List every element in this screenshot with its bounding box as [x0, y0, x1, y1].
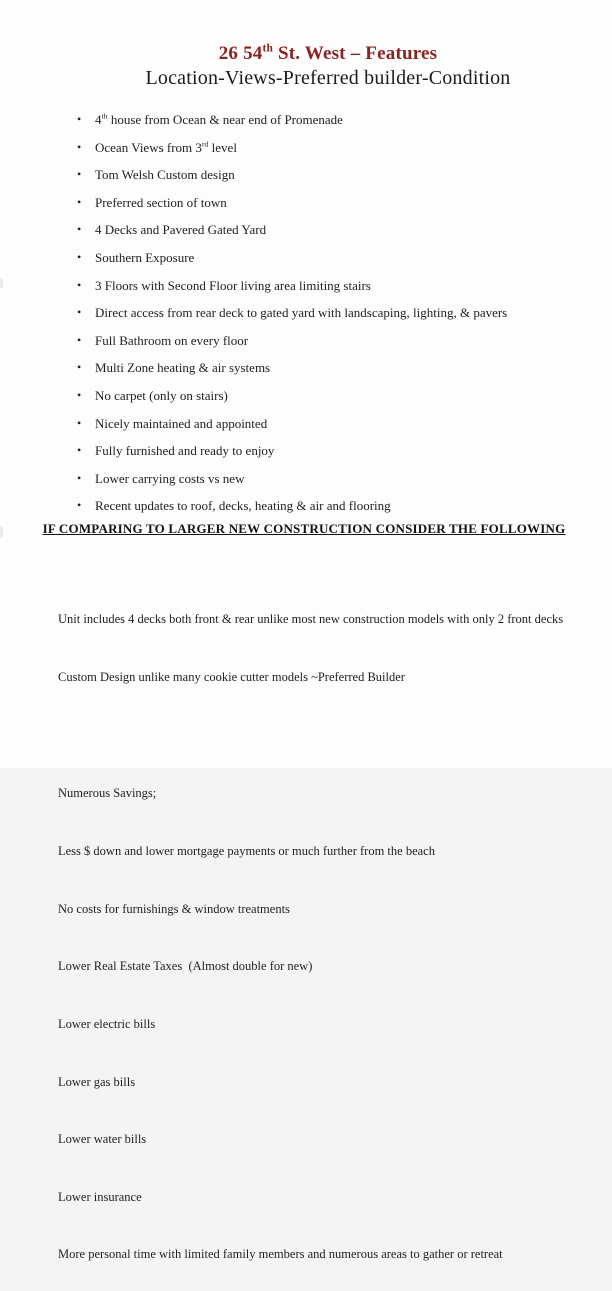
feature-item	[58, 443, 612, 458]
feature-text: Direct access from rear deck to gated yard with landscaping, lighting, & pavers	[95, 305, 508, 321]
text-line: No costs for furnishings & window treatments	[58, 901, 290, 916]
text-line: Numerous Savings;	[58, 786, 157, 801]
feature-item	[58, 360, 612, 375]
feature-item	[58, 195, 612, 210]
feature-item	[58, 140, 612, 155]
feature-text: 3 Floors with Second Floor living area limiting stairs	[95, 277, 371, 293]
feature-text: Tom Welsh Custom design	[95, 167, 235, 183]
text-line: Unit includes 4 decks both front & rear unlike most new construction models with only 2 front decks	[58, 612, 564, 627]
feature-text: Southern Exposure	[95, 249, 195, 265]
feature-item	[58, 250, 612, 265]
feature-item	[58, 333, 612, 348]
feature-item	[58, 498, 612, 513]
comparison-heading: IF COMPARING TO LARGER NEW CONSTRUCTION CONSIDER THE FOLLOWING	[42, 521, 566, 537]
document-header	[0, 0, 612, 91]
feature-text: Recent updates to roof, decks, heating & air and flooring	[95, 498, 391, 514]
scan-artifact	[0, 278, 3, 288]
feature-text: Preferred section of town	[95, 194, 227, 210]
text-line: Custom Design unlike many cookie cutter models ~Preferred Builder	[58, 670, 405, 685]
title-text: St. West – Features	[273, 43, 438, 64]
feature-text: Full Bathroom on every floor	[95, 332, 249, 348]
feature-text: Nicely maintained and appointed	[95, 415, 268, 431]
text-line: Lower Real Estate Taxes (Almost double for new)	[58, 959, 313, 974]
text-line: More personal time with limited family members and numerous areas to gather or retreat	[58, 1247, 503, 1262]
feature-text: Fully furnished and ready to enjoy	[95, 443, 275, 459]
text-line: Lower gas bills	[58, 1074, 136, 1089]
feature-text: house from Ocean & near end of Promenade	[107, 112, 343, 127]
text-line: Less $ down and lower mortgage payments or much further from the beach	[58, 844, 435, 859]
feature-item	[58, 305, 612, 320]
feature-item	[58, 278, 612, 293]
page-subtitle: Location-Views-Preferred builder-Condition	[145, 67, 511, 89]
title-text: 26 54	[218, 43, 263, 64]
feature-item	[58, 167, 612, 182]
feature-item	[58, 471, 612, 486]
savings-paragraph	[58, 729, 612, 1291]
scan-artifact	[0, 526, 3, 538]
text-line: Lower electric bills	[58, 1016, 156, 1031]
feature-text: Lower carrying costs vs new	[95, 470, 245, 486]
feature-item	[58, 416, 612, 431]
feature-text: Multi Zone heating & air systems	[95, 360, 271, 376]
title-superscript: th	[262, 42, 273, 55]
feature-text: 4	[95, 112, 102, 127]
feature-text: Ocean Views from 3	[95, 139, 202, 155]
feature-item	[58, 222, 612, 237]
feature-superscript: rd	[201, 139, 209, 149]
feature-item	[58, 112, 612, 127]
feature-text: level	[208, 139, 237, 155]
feature-item	[58, 388, 612, 403]
comparison-intro-paragraph	[58, 554, 612, 714]
page-title	[44, 42, 612, 65]
text-line: Lower insurance	[58, 1189, 142, 1204]
feature-text: No carpet (only on stairs)	[95, 387, 228, 403]
feature-text: 4 Decks and Pavered Gated Yard	[95, 222, 267, 238]
feature-superscript: th	[101, 111, 108, 121]
features-list	[58, 112, 612, 513]
text-line: Lower water bills	[58, 1132, 147, 1147]
